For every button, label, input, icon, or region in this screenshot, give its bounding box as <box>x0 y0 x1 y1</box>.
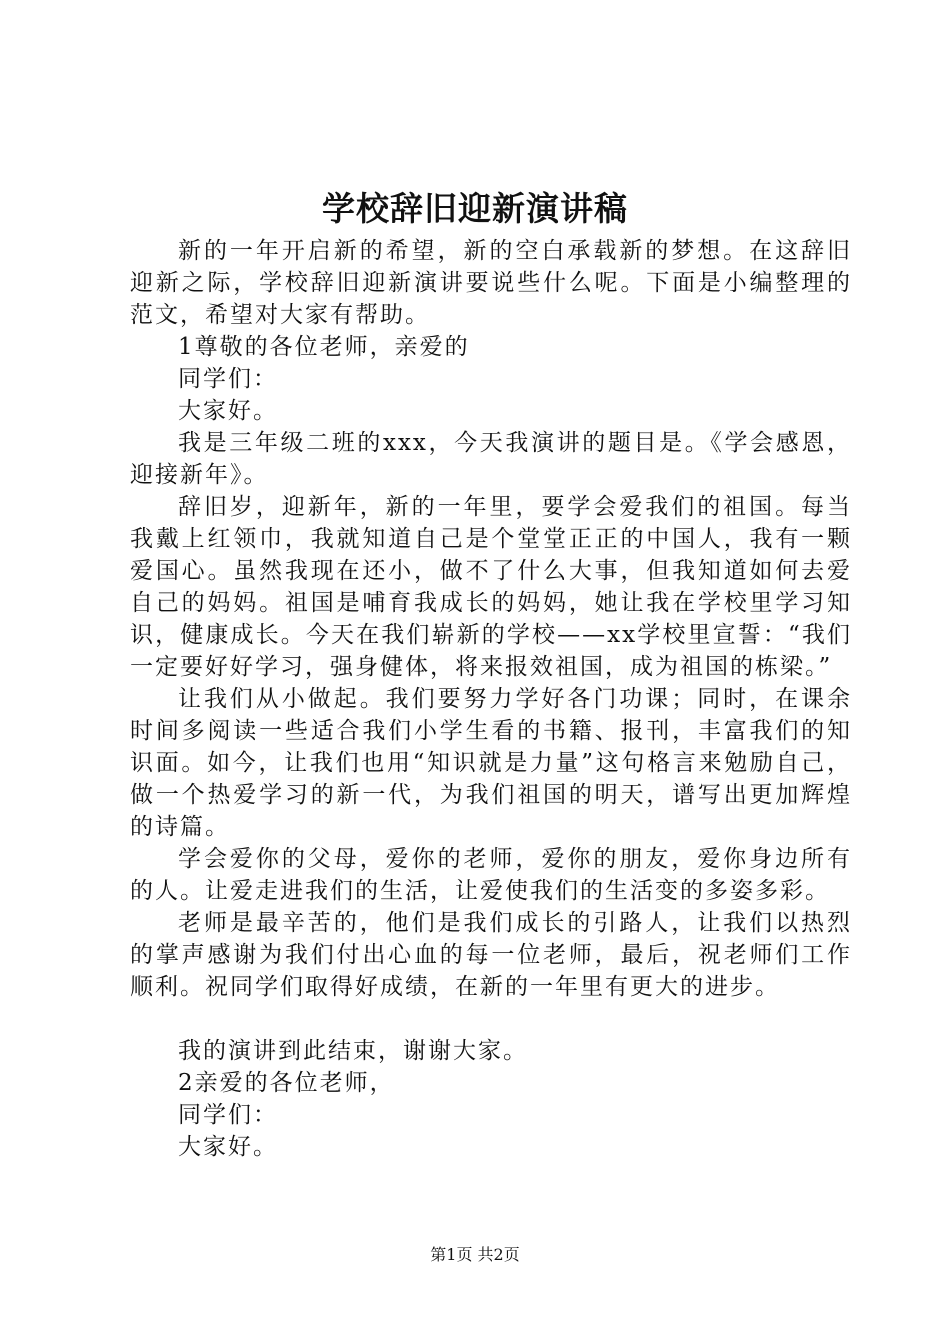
paragraph-greeting: 大家好。 <box>178 398 278 424</box>
paragraph-gap <box>130 1003 852 1035</box>
paragraph-students: 同学们： <box>178 366 278 392</box>
paragraph-study: 让我们从小做起。我们要努力学好各门功课；同时，在课余时间多阅读一些适合我们小学生看的书籍、报刊，丰富我们的知识面。如今，让我们也用“知识就是力量”这句格言来勉励自己，做一个热爱学习的新一代，为我们祖国的明天，谱写出更加辉煌的诗篇。 <box>130 686 852 840</box>
paragraph-love-people: 学会爱你的父母，爱你的老师，爱你的朋友，爱你身边所有的人。让爱走进我们的生活，让爱使我们的生活变的多姿多彩。 <box>130 846 852 904</box>
document-title: 学校辞旧迎新演讲稿 <box>322 189 628 228</box>
paragraph-students-2: 同学们： <box>178 1102 278 1128</box>
paragraph-thank-teachers: 老师是最辛苦的，他们是我们成长的引路人，让我们以热烈的掌声感谢为我们付出心血的每一位老师，最后，祝老师们工作顺利。祝同学们取得好成绩，在新的一年里有更大的进步。 <box>130 910 852 1000</box>
page-footer: 第1页 共2页 <box>430 1245 520 1264</box>
paragraph-greeting-2: 大家好。 <box>178 1134 278 1160</box>
paragraph-love-country: 辞旧岁，迎新年，新的一年里，要学会爱我们的祖国。每当我戴上红领巾，我就知道自己是个堂堂正正的中国人，我有一颗爱国心。虽然我现在还小，做不了什么大事，但我知道如何去爱自己的妈妈。祖国是哺育我成长的妈妈，她让我在学校里学习知识，健康成长。今天在我们崭新的学校——xx学校里宣誓：“我们一定要好好学习，强身健体，将来报效祖国，成为祖国的栋梁。” <box>130 494 852 680</box>
document-body <box>130 235 852 1163</box>
paragraph-salutation: 1尊敬的各位老师，亲爱的 <box>178 334 470 360</box>
paragraph-self-intro: 我是三年级二班的xxx，今天我演讲的题目是。《学会感恩，迎接新年》。 <box>130 430 852 488</box>
paragraph-closing: 我的演讲到此结束，谢谢大家。 <box>178 1038 528 1064</box>
paragraph-intro: 新的一年开启新的希望，新的空白承载新的梦想。在这辞旧迎新之际，学校辞旧迎新演讲要说些什么呢。下面是小编整理的范文，希望对大家有帮助。 <box>130 238 852 328</box>
paragraph-salutation-2: 2亲爱的各位老师， <box>178 1070 395 1096</box>
